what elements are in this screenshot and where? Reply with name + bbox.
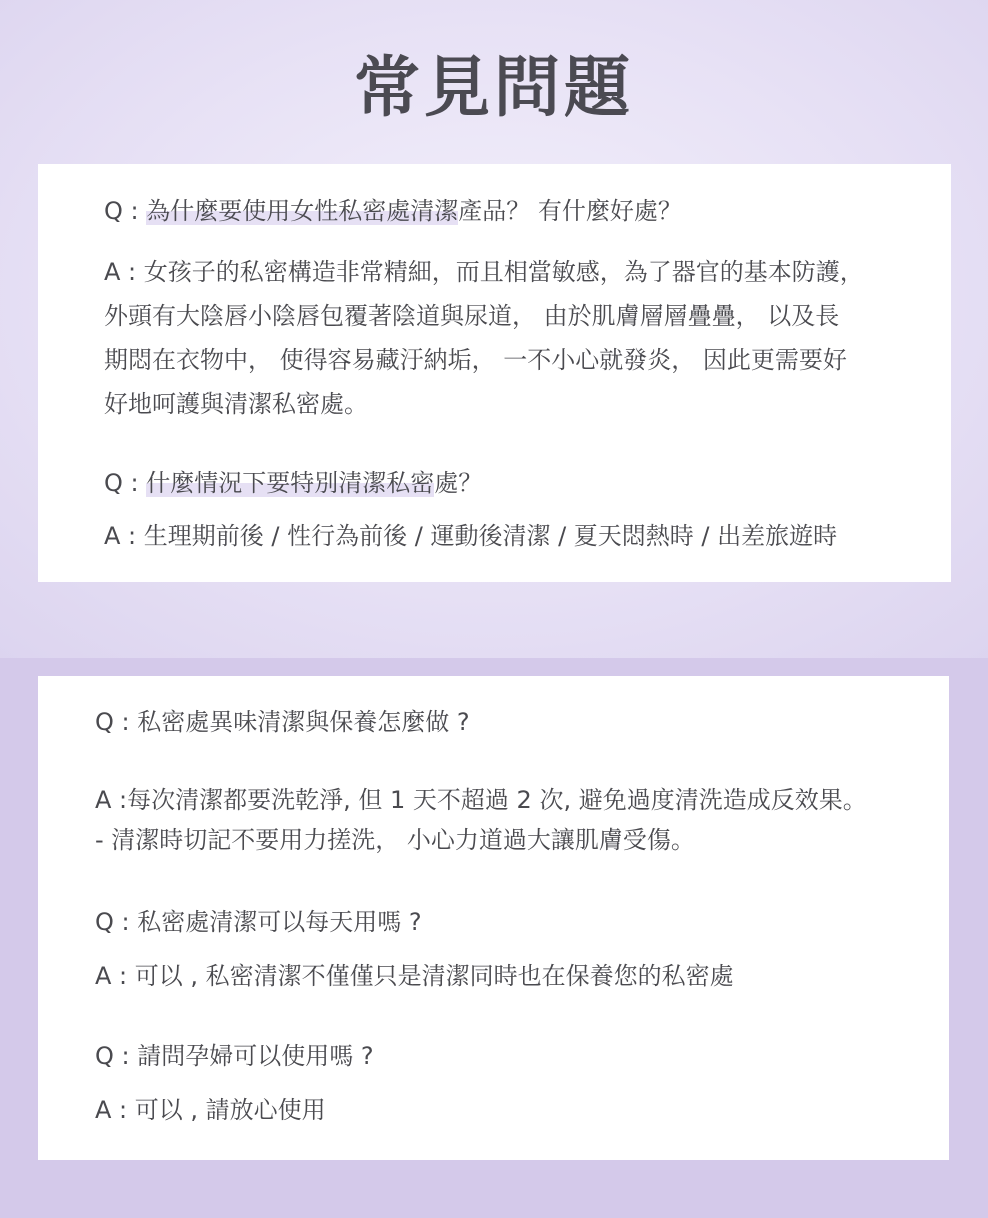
answer-line: A : 女孩子的私密構造非常精細，而且相當敏感，為了器官的基本防護，: [104, 258, 864, 286]
faq-answer: [95, 1092, 949, 1128]
faq-card-top: [38, 164, 951, 582]
faq-question: [104, 194, 951, 228]
faq-question: [104, 466, 951, 500]
faq-answer: [104, 250, 951, 426]
faq-answer: [95, 780, 949, 860]
question-prefix: Q :: [104, 469, 147, 497]
page-title: 常見問題: [354, 49, 634, 126]
question-rest: 處？: [434, 469, 483, 497]
question-rest: 產品？ 有什麼好處？: [458, 197, 682, 225]
question-prefix: Q :: [104, 197, 147, 225]
answer-line: 期悶在衣物中， 使得容易藏汙納垢， 一不小心就發炎， 因此更需要好: [104, 346, 847, 374]
answer-line: A : 生理期前後 / 性行為前後 / 運動後清潔 / 夏天悶熱時 / 出差旅遊時: [104, 522, 838, 550]
faq-card-bottom: [38, 676, 949, 1160]
answer-line: 外頭有大陰唇小陰唇包覆著陰道與尿道， 由於肌膚層層疊疊， 以及長: [104, 302, 840, 330]
answer-line: A :每次清潔都要洗乾淨, 但 1 天不超過 2 次, 避免過度清洗造成反效果。: [95, 786, 867, 814]
answer-line: 好地呵護與清潔私密處。: [104, 390, 368, 418]
answer-line: - 清潔時切記不要用力搓洗， 小心力道過大讓肌膚受傷。: [95, 826, 695, 854]
question-highlight: 什麼情況下要特別清潔私密: [146, 469, 435, 497]
faq-answer: [95, 958, 949, 994]
question-highlight: 為什麼要使用女性私密處清潔: [146, 197, 459, 225]
answer-line: A : 可以 , 請放心使用: [95, 1096, 326, 1124]
answer-line: A : 可以 , 私密清潔不僅僅只是清潔同時也在保養您的私密處: [95, 962, 734, 990]
faq-question: Q : 私密處異味清潔與保養怎麼做 ?: [95, 708, 470, 736]
faq-answer: [104, 514, 951, 558]
faq-question: Q : 私密處清潔可以每天用嗎 ?: [95, 908, 422, 936]
faq-question: Q : 請問孕婦可以使用嗎 ?: [95, 1042, 374, 1070]
